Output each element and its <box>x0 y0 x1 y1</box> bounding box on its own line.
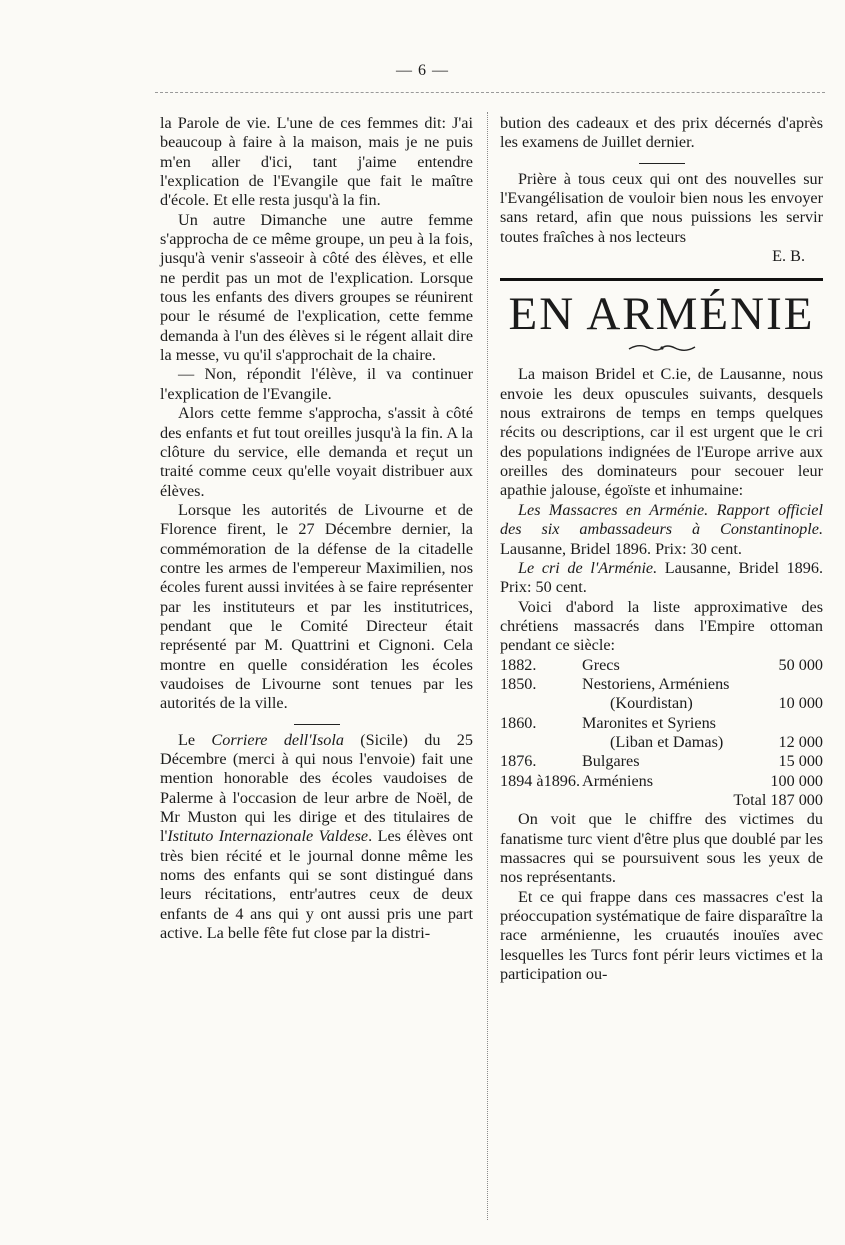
table-year: 1882. <box>500 655 537 674</box>
massacre-total: Total 187 000 <box>733 790 823 809</box>
table-count: 10 000 <box>778 694 823 713</box>
signature: E. B. <box>772 247 805 266</box>
table-count: 12 000 <box>778 732 823 751</box>
table-year: 1876. <box>500 752 537 771</box>
left-paragraph-3: — Non, répondit l'élève, il va continuer l'explication de l'Evangile. <box>160 365 473 403</box>
table-name: Grecs <box>582 655 620 674</box>
page-number: — 6 — <box>396 62 449 79</box>
left-paragraph-2: Un autre Dimanche une autre femme s'approcha de ce même groupe, un peu à la fois, jusqu'à venir s'asseoir à côté des élèves, et elle ne perdit pas un mot de l'explication. Lorsque tous les enfants des divers groupes se réunirent pour le résumé de l'explication, cette femme demanda à l'un des élèves si le régent allait dire la messe, vu qu'il s'approchait de la chaire. <box>160 210 473 365</box>
book-entry-1: Les Massacres en Arménie. Rapport officiel des six ambassadeurs à Constantinople. Lausanne, Bridel 1896. Prix: 30 cent. <box>500 500 823 558</box>
newspaper-title: Corriere dell'Isola <box>211 730 344 749</box>
left-column <box>160 114 473 943</box>
left-paragraph-1: la Parole de vie. L'une de ces femmes dit: J'ai beaucoup à faire à la maison, mais je ne puis m'en aller d'ici, tant j'aime entendre l'explication de l'Evangile que fait le maître d'école. Et elle resta jusqu'à la fin. <box>160 114 473 210</box>
book-entry-2: Le cri de l'Arménie. Lausanne, Bridel 1896. Prix: 50 cent. <box>500 558 823 597</box>
right-paragraph-1: bution des cadeaux et des prix décernés d'après les examens de Juillet dernier. <box>500 114 823 152</box>
table-row <box>500 694 823 713</box>
section-title: EN ARMÉNIE <box>508 288 815 341</box>
right-paragraph-6: Et ce qui frappe dans ces massacres c'est la préoccupation systématique de faire disparaître la race arménienne, les cruautés inouïes avec lesquelles les Turcs font périr leurs victimes et la participation ou- <box>500 887 823 984</box>
table-count: 50 000 <box>778 655 823 674</box>
table-year: 1894 à1896. <box>500 771 581 790</box>
right-paragraph-5: On voit que le chiffre des victimes du fanatisme turc vient d'être plus que doublé par les massacres qui se poursuivent sous les yeux de nos représentants. <box>500 810 823 887</box>
left-paragraph-5: Lorsque les autorités de Livourne et de Florence firent, le 27 Décembre dernier, la commémoration de la défense de la citadelle contre les armes de l'empereur Maximilien, nos écoles furent aussi invitées à se faire représenter par les instituteurs et par les institutrices, pendant que le Comité Directeur était représenté par M. Quattrini et Cignoni. Cela montre en quelle considération les écoles vaudoises de Livourne sont tenues par les autorités de la ville. <box>160 500 473 713</box>
flourish-ornament <box>500 341 823 359</box>
table-count: 15 000 <box>778 752 823 771</box>
heavy-rule <box>500 278 823 281</box>
right-column <box>500 114 823 984</box>
table-row <box>500 675 823 694</box>
table-row <box>500 714 823 733</box>
massacre-table <box>500 656 823 791</box>
table-region: (Liban et Damas) <box>610 732 724 751</box>
top-rule <box>155 92 825 93</box>
right-paragraph-3: La maison Bridel et C.ie, de Lausanne, nous envoie les deux opuscules suivants, desquels nous extrairons de temps en temps quelques récits ou descriptions, car il est urgent que le cri des populations indignées de l'Europe arrive aux oreilles des dominateurs pour secouer leur apathie jalouse, égoïste et inhumaine: <box>500 365 823 500</box>
table-row <box>500 772 823 791</box>
flourish-icon <box>627 341 697 355</box>
table-row <box>500 733 823 752</box>
table-year: 1860. <box>500 713 537 732</box>
table-name: Maronites et Syriens <box>582 713 716 732</box>
column-divider <box>487 112 488 1220</box>
section-separator <box>294 724 340 725</box>
table-name: Nestoriens, Arméniens <box>582 674 730 693</box>
right-paragraph-2: Prière à tous ceux qui ont des nouvelles sur l'Evangélisation de vouloir bien nous les envoyer sans retard, afin que nous puissions les servir toutes fraîches à nos lecteurs <box>500 169 823 246</box>
left-paragraph-6: Le Corriere dell'Isola (Sicile) du 25 Décembre (merci à qui nous l'envoie) fait une mention honorable des écoles vaudoises de Palerme à l'occasion de leur arbre de Noël, de Mr Muston qui les dirige et des titulaires de l'Istituto Internazionale Valdese. Les élèves ont très bien récité et le journal donne même les noms des enfants qui se sont distingué dans leurs récitations, entr'autres ceux de deux enfants de 4 ans qui y ont aussi pris une part active. La belle fête fut close par la distri- <box>160 730 473 943</box>
left-paragraph-4: Alors cette femme s'approcha, s'assit à côté des enfants et fut tout oreilles jusqu'à la fin. A la clôture du service, elle demanda et reçut un traité comme ceux qu'elle voyait distribuer aux élèves. <box>160 404 473 500</box>
table-row <box>500 656 823 675</box>
table-count: 100 000 <box>770 771 823 790</box>
table-year: 1850. <box>500 674 537 693</box>
institute-name: Istituto Internazionale Valdese <box>167 827 369 846</box>
right-paragraph-4: Voici d'abord la liste approximative des chrétiens massacrés dans l'Empire ottoman pendant ce siècle: <box>500 597 823 655</box>
table-row <box>500 752 823 771</box>
table-name: Arméniens <box>582 771 654 790</box>
section-separator <box>639 163 685 164</box>
table-region: (Kourdistan) <box>610 694 693 713</box>
table-name: Bulgares <box>582 752 640 771</box>
